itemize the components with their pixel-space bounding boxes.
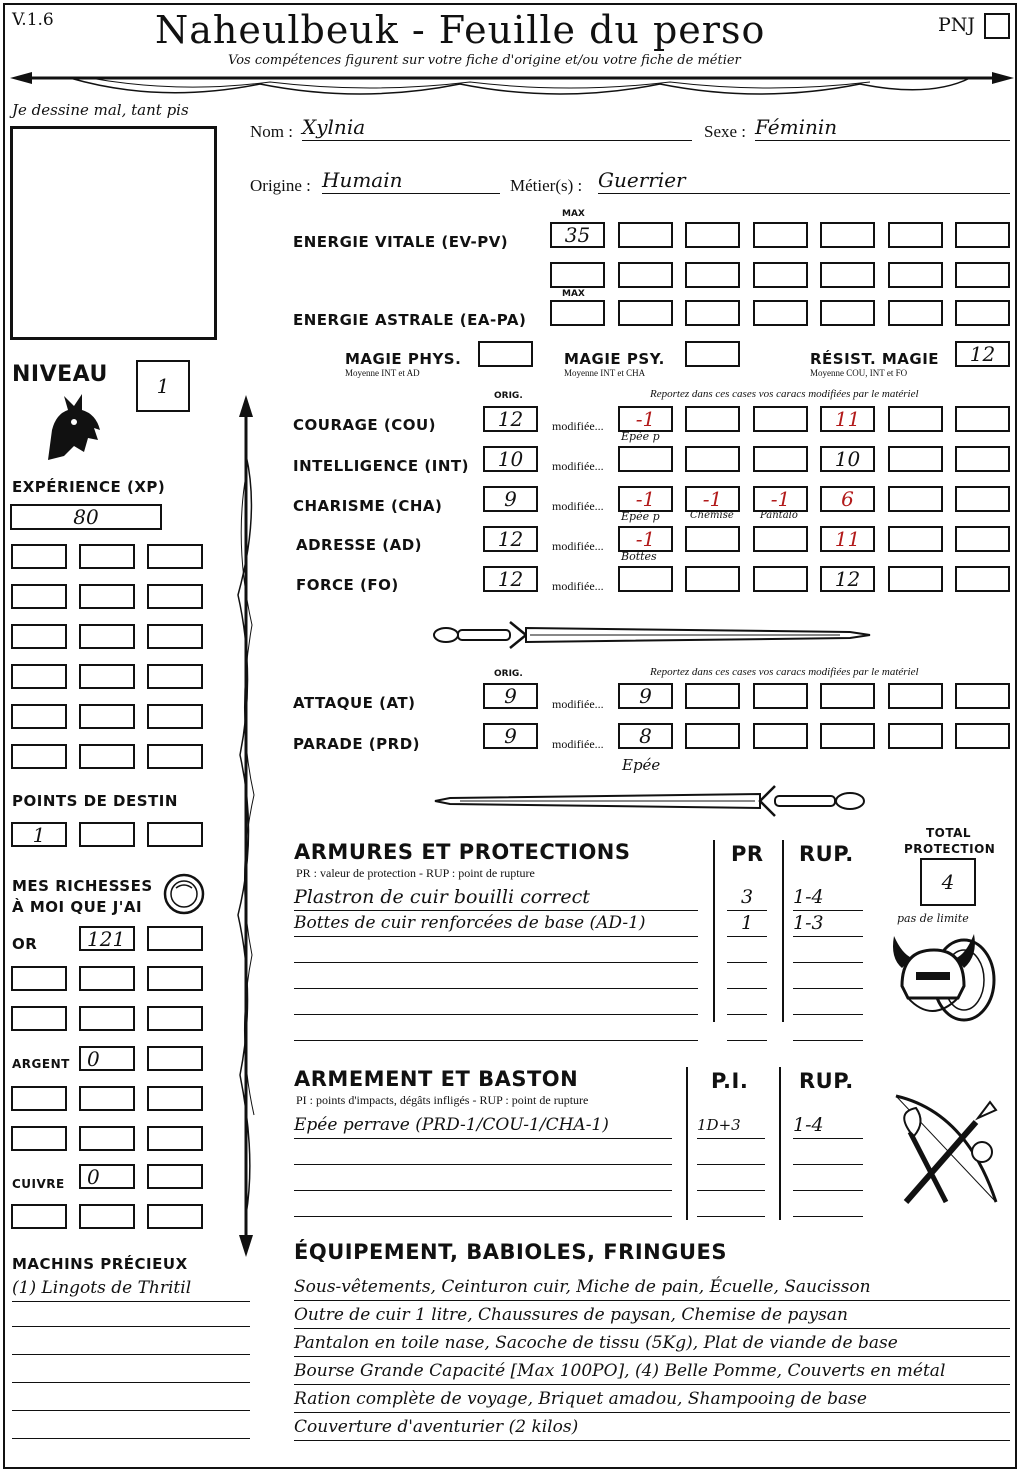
modifie-label: modifiée...: [552, 539, 604, 553]
origine-field[interactable]: Humain: [322, 167, 500, 194]
precieux-line[interactable]: (1) Lingots de Thritil: [12, 1275, 250, 1302]
armure-rup[interactable]: [793, 962, 863, 963]
destin-box[interactable]: 1: [11, 822, 67, 847]
ev-max-box[interactable]: 35: [550, 222, 605, 248]
arme-name[interactable]: Epée perrave (PRD-1/COU-1/CHA-1): [294, 1112, 672, 1139]
equipement-line[interactable]: Sous-vêtements, Ceinturon cuir, Miche de pain, Écuelle, Saucisson: [294, 1274, 1010, 1301]
ev-box[interactable]: [753, 262, 808, 288]
precieux-line[interactable]: [12, 1438, 250, 1439]
ev-box[interactable]: [820, 262, 875, 288]
carac-mod-box[interactable]: [618, 446, 673, 472]
magie-psy-box[interactable]: [685, 341, 740, 367]
argent-box[interactable]: [147, 1046, 203, 1071]
carac-orig-box[interactable]: 12: [483, 566, 538, 592]
parade-mod-box[interactable]: [753, 723, 808, 749]
carac-mod-box[interactable]: [955, 526, 1010, 552]
carac-mod-note: Chemise: [690, 510, 734, 521]
xp-box[interactable]: [11, 744, 67, 769]
carac-mod-box[interactable]: -1: [618, 486, 673, 512]
precieux-line[interactable]: [12, 1326, 250, 1327]
carac-mod-box[interactable]: [888, 526, 943, 552]
xp-box[interactable]: [79, 584, 135, 609]
attaque-mod-box[interactable]: [888, 683, 943, 709]
spear-vertical-icon: [226, 395, 266, 1257]
modifie-label: modifiée...: [552, 419, 604, 433]
argent-box[interactable]: [147, 1086, 203, 1111]
carac-mod-box[interactable]: [753, 406, 808, 432]
carac-mod-box[interactable]: -1: [685, 486, 740, 512]
argent-box[interactable]: [11, 1086, 67, 1111]
spear-divider-top: [10, 64, 1014, 106]
parade-mod-box[interactable]: 8: [618, 723, 673, 749]
resist-magie-box[interactable]: 12: [955, 341, 1010, 367]
orig-header: ORIG.: [494, 391, 523, 401]
arme-rup[interactable]: [793, 1190, 863, 1191]
carac-mod-box[interactable]: 10: [820, 446, 875, 472]
equipement-line[interactable]: Pantalon en toile nase, Sacoche de tissu (5Kg), Plat de viande de base: [294, 1330, 1010, 1357]
attaque-label: ATTAQUE (AT): [293, 694, 416, 712]
cuivre-box[interactable]: [147, 1164, 203, 1189]
richesses-label: MES RICHESSES: [12, 877, 153, 895]
modifie-label: modifiée...: [552, 737, 604, 751]
sexe-field[interactable]: Féminin: [755, 114, 1010, 141]
report-note: Reportez dans ces cases vos caracs modifiées par le matériel: [650, 388, 919, 400]
armure-name[interactable]: [294, 988, 698, 989]
carac-mod-box[interactable]: [888, 406, 943, 432]
ea-max-label: MAX: [562, 289, 585, 299]
resist-magie-note: Moyenne COU, INT et FO: [810, 368, 908, 378]
ev-box[interactable]: [618, 262, 673, 288]
sword-icon: [430, 778, 875, 824]
equipement-line[interactable]: Bourse Grande Capacité [Max 100PO], (4) Belle Pomme, Couverts en métal: [294, 1358, 1010, 1385]
magie-phys-label: MAGIE PHYS.: [345, 350, 462, 368]
nom-field[interactable]: Xylnia: [302, 114, 692, 141]
equipement-line[interactable]: Ration complète de voyage, Briquet amadou, Shampooing de base: [294, 1386, 1010, 1413]
ev-box[interactable]: [753, 222, 808, 248]
parade-mod-box[interactable]: [685, 723, 740, 749]
or-box[interactable]: [147, 926, 203, 951]
carac-label-fo: FORCE (FO): [296, 576, 399, 594]
sword-icon: [430, 612, 875, 658]
armement-divider: [779, 1067, 781, 1220]
ev-box[interactable]: [888, 262, 943, 288]
precieux-line[interactable]: [12, 1410, 250, 1411]
rup-header: RUP.: [799, 842, 854, 866]
or-box[interactable]: [147, 966, 203, 991]
cuivre-box[interactable]: [79, 1204, 135, 1229]
armure-pr[interactable]: [727, 962, 767, 963]
carac-mod-box[interactable]: [685, 406, 740, 432]
xp-box[interactable]: [79, 544, 135, 569]
carac-orig-box[interactable]: 10: [483, 446, 538, 472]
modifie-label: modifiée...: [552, 697, 604, 711]
carac-mod-note: Epée p: [621, 510, 660, 523]
carac-mod-box[interactable]: [753, 566, 808, 592]
armure-rup[interactable]: [793, 1014, 863, 1015]
or-box[interactable]: [11, 1006, 67, 1031]
precieux-line[interactable]: [12, 1354, 250, 1355]
pnj-label: PNJ: [938, 14, 976, 36]
origine-label: Origine :: [250, 176, 311, 195]
metier-field[interactable]: Guerrier: [598, 167, 1010, 194]
portrait-box[interactable]: [10, 126, 217, 340]
limit-note: pas de limite: [897, 912, 969, 925]
carac-mod-box[interactable]: [888, 566, 943, 592]
argent-box[interactable]: 0: [79, 1046, 135, 1071]
carac-mod-box[interactable]: [888, 446, 943, 472]
or-box[interactable]: 121: [79, 926, 135, 951]
ev-box[interactable]: [618, 222, 673, 248]
arme-rup[interactable]: [793, 1164, 863, 1165]
argent-box[interactable]: [79, 1086, 135, 1111]
arme-name[interactable]: [294, 1216, 672, 1217]
carac-mod-note: Pantalo: [760, 510, 798, 521]
armure-name[interactable]: Bottes de cuir renforcées de base (AD-1): [294, 910, 698, 937]
destin-box[interactable]: [79, 822, 135, 847]
carac-mod-box[interactable]: [888, 486, 943, 512]
ea-box[interactable]: [888, 300, 943, 326]
carac-orig-box[interactable]: 12: [483, 406, 538, 432]
ea-box[interactable]: [618, 300, 673, 326]
arme-pi[interactable]: [697, 1164, 765, 1165]
page-title: Naheulbeuk - Feuille du perso: [155, 8, 766, 52]
attaque-mod-box[interactable]: [955, 683, 1010, 709]
richesses-label-2: À MOI QUE J'AI: [12, 898, 143, 916]
attaque-orig-box[interactable]: 9: [483, 683, 538, 709]
xp-box[interactable]: [147, 704, 203, 729]
carac-label-int: INTELLIGENCE (INT): [293, 457, 469, 475]
attaque-mod-box[interactable]: [685, 683, 740, 709]
ev-box[interactable]: [888, 222, 943, 248]
pr-header: PR: [731, 842, 764, 866]
parade-orig-box[interactable]: 9: [483, 723, 538, 749]
carac-mod-box[interactable]: [618, 566, 673, 592]
portrait-caption: Je dessine mal, tant pis: [12, 101, 189, 119]
arme-rup[interactable]: [793, 1216, 863, 1217]
attaque-mod-box[interactable]: [753, 683, 808, 709]
armure-rup[interactable]: [793, 1040, 863, 1041]
report-note: Reportez dans ces cases vos caracs modifiées par le matériel: [650, 666, 919, 678]
xp-box[interactable]: [79, 704, 135, 729]
modifie-label: modifiée...: [552, 579, 604, 593]
ev-box[interactable]: [820, 222, 875, 248]
parade-mod-note: Epée: [622, 756, 661, 774]
parade-mod-box[interactable]: [888, 723, 943, 749]
xp-box[interactable]: [147, 744, 203, 769]
precieux-line[interactable]: [12, 1382, 250, 1383]
armure-pr[interactable]: [727, 988, 767, 989]
armures-divider: [782, 840, 784, 1022]
cuivre-box[interactable]: 0: [79, 1164, 135, 1189]
carac-mod-box[interactable]: -1: [618, 526, 673, 552]
niveau-label: NIVEAU: [12, 362, 108, 387]
or-label: OR: [12, 935, 38, 953]
xp-box[interactable]: [79, 664, 135, 689]
ev-label: ENERGIE VITALE (EV-PV): [293, 233, 509, 251]
armure-name[interactable]: Plastron de cuir bouilli correct: [294, 884, 698, 911]
total-label: TOTAL: [926, 826, 972, 840]
or-box[interactable]: [79, 966, 135, 991]
armement-divider: [686, 1067, 688, 1220]
carac-mod-box[interactable]: [955, 566, 1010, 592]
ea-max-box[interactable]: [550, 300, 605, 326]
ea-box[interactable]: [753, 300, 808, 326]
argent-box[interactable]: [11, 1126, 67, 1151]
carac-mod-box[interactable]: 11: [820, 406, 875, 432]
modifie-label: modifiée...: [552, 459, 604, 473]
carac-mod-box[interactable]: [685, 566, 740, 592]
xp-box[interactable]: [147, 624, 203, 649]
ev-box[interactable]: [685, 262, 740, 288]
armement-title: ARMEMENT ET BASTON: [294, 1067, 579, 1091]
carac-label-cha: CHARISME (CHA): [293, 497, 443, 515]
armure-rup[interactable]: [793, 988, 863, 989]
version-label: V.1.6: [12, 10, 54, 30]
or-box[interactable]: [147, 1006, 203, 1031]
ev-box[interactable]: [550, 262, 605, 288]
xp-box[interactable]: [11, 624, 67, 649]
carac-mod-box[interactable]: [955, 446, 1010, 472]
modifie-label: modifiée...: [552, 499, 604, 513]
armures-note: PR : valeur de protection - RUP : point de rupture: [296, 866, 535, 880]
carac-orig-box[interactable]: 12: [483, 526, 538, 552]
armure-pr[interactable]: 1: [727, 910, 767, 937]
armures-title: ARMURES ET PROTECTIONS: [294, 840, 631, 864]
ev-box[interactable]: [955, 262, 1010, 288]
carac-mod-note: Epée p: [621, 430, 660, 443]
equipement-line[interactable]: Outre de cuir 1 litre, Chaussures de paysan, Chemise de paysan: [294, 1302, 1010, 1329]
armure-name[interactable]: [294, 1040, 698, 1041]
carac-mod-box[interactable]: [955, 486, 1010, 512]
sexe-label: Sexe :: [704, 122, 747, 141]
magie-phys-box[interactable]: [478, 341, 533, 367]
carac-orig-box[interactable]: 9: [483, 486, 538, 512]
page-subtitle: Vos compétences figurent sur votre fiche d'origine et/ou votre fiche de métier: [228, 53, 741, 68]
equipement-title: ÉQUIPEMENT, BABIOLES, FRINGUES: [294, 1240, 727, 1264]
carac-mod-box[interactable]: [753, 526, 808, 552]
argent-box[interactable]: [147, 1126, 203, 1151]
parade-mod-box[interactable]: [955, 723, 1010, 749]
xp-box[interactable]: [11, 544, 67, 569]
ea-label: ENERGIE ASTRALE (EA-PA): [293, 311, 527, 329]
magie-phys-note: Moyenne INT et AD: [345, 368, 420, 378]
coin-icon: [162, 872, 206, 916]
carac-mod-note: Bottes: [621, 550, 657, 563]
rup-header: RUP.: [799, 1069, 854, 1093]
cuivre-box[interactable]: [147, 1204, 203, 1229]
ev-box[interactable]: [955, 222, 1010, 248]
ea-box[interactable]: [820, 300, 875, 326]
niveau-box[interactable]: 1: [136, 360, 190, 412]
armure-pr[interactable]: [727, 1040, 767, 1041]
xp-box[interactable]: [147, 664, 203, 689]
carac-mod-box[interactable]: 12: [820, 566, 875, 592]
armures-divider: [713, 840, 715, 1022]
weapons-icon: [886, 1092, 1010, 1216]
carac-mod-box[interactable]: 11: [820, 526, 875, 552]
metier-label: Métier(s) :: [510, 176, 583, 195]
cuivre-box[interactable]: [11, 1204, 67, 1229]
xp-box[interactable]: [147, 544, 203, 569]
xp-box[interactable]: [79, 744, 135, 769]
precieux-label: MACHINS PRÉCIEUX: [12, 1255, 188, 1273]
attaque-mod-box[interactable]: [820, 683, 875, 709]
resist-magie-label: RÉSIST. MAGIE: [810, 350, 940, 368]
magie-psy-label: MAGIE PSY.: [564, 350, 665, 368]
carac-label-ad: ADRESSE (AD): [296, 536, 423, 554]
ev-max-label: MAX: [562, 209, 585, 219]
armure-rup[interactable]: 1-4: [793, 884, 863, 911]
destin-box[interactable]: [147, 822, 203, 847]
xp-box[interactable]: [11, 584, 67, 609]
or-box[interactable]: [79, 1006, 135, 1031]
xp-box[interactable]: [11, 664, 67, 689]
cuivre-label: CUIVRE: [12, 1177, 65, 1191]
armement-note: PI : points d'impacts, dégâts infligés - RUP : point de rupture: [296, 1093, 589, 1107]
xp-total-box[interactable]: 80: [10, 504, 162, 530]
carac-mod-box[interactable]: [753, 446, 808, 472]
armure-pr[interactable]: 3: [727, 884, 767, 911]
xp-label: EXPÉRIENCE (XP): [12, 478, 166, 496]
xp-box[interactable]: [79, 624, 135, 649]
ev-box[interactable]: [685, 222, 740, 248]
ea-box[interactable]: [685, 300, 740, 326]
arme-name[interactable]: [294, 1190, 672, 1191]
argent-label: ARGENT: [12, 1057, 70, 1071]
xp-box[interactable]: [11, 704, 67, 729]
pnj-checkbox[interactable]: [984, 13, 1010, 39]
carac-mod-box[interactable]: -1: [753, 486, 808, 512]
attaque-mod-box[interactable]: 9: [618, 683, 673, 709]
nom-label: Nom :: [250, 122, 293, 141]
parade-label: PARADE (PRD): [293, 735, 421, 753]
helmet-shield-icon: [888, 928, 1000, 1026]
armure-name[interactable]: [294, 962, 698, 963]
armure-pr[interactable]: [727, 1014, 767, 1015]
carac-mod-box[interactable]: -1: [618, 406, 673, 432]
equipement-line[interactable]: Couverture d'aventurier (2 kilos): [294, 1414, 1010, 1441]
total-label-2: PROTECTION: [904, 842, 996, 856]
orig-header: ORIG.: [494, 669, 523, 679]
arme-pi[interactable]: 1D+3: [697, 1112, 765, 1139]
carac-mod-box[interactable]: [685, 526, 740, 552]
destin-label: POINTS DE DESTIN: [12, 792, 178, 810]
armure-rup[interactable]: 1-3: [793, 910, 863, 937]
pi-header: P.I.: [711, 1069, 749, 1093]
arme-name[interactable]: [294, 1164, 672, 1165]
dragon-icon: [38, 392, 106, 464]
carac-label-cou: COURAGE (COU): [293, 416, 437, 434]
armure-name[interactable]: [294, 1014, 698, 1015]
carac-mod-box[interactable]: 6: [820, 486, 875, 512]
argent-box[interactable]: [79, 1126, 135, 1151]
carac-mod-box[interactable]: [955, 406, 1010, 432]
carac-mod-box[interactable]: [685, 446, 740, 472]
arme-pi[interactable]: [697, 1216, 765, 1217]
magie-psy-note: Moyenne INT et CHA: [564, 368, 646, 378]
total-protection-box[interactable]: 4: [920, 858, 976, 906]
ea-box[interactable]: [955, 300, 1010, 326]
parade-mod-box[interactable]: [820, 723, 875, 749]
or-box[interactable]: [11, 966, 67, 991]
arme-pi[interactable]: [697, 1190, 765, 1191]
xp-box[interactable]: [147, 584, 203, 609]
arme-rup[interactable]: 1-4: [793, 1112, 863, 1139]
